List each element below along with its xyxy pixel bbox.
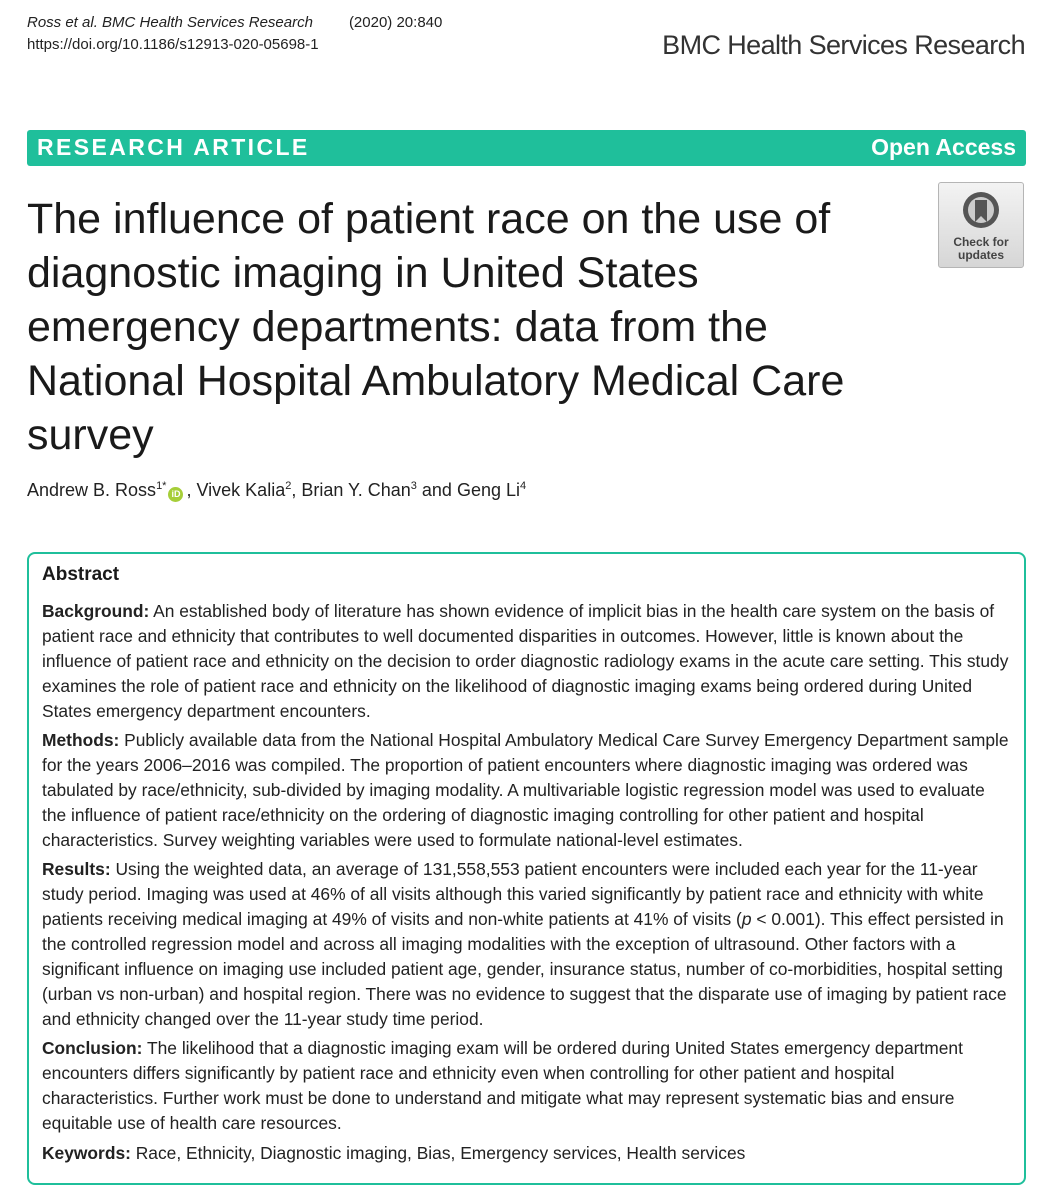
open-access-label: Open Access	[871, 134, 1016, 160]
orcid-icon[interactable]: iD	[168, 487, 183, 502]
author-affiliation: 2	[285, 480, 292, 492]
author-name[interactable]: Andrew B. Ross	[27, 480, 157, 500]
results-label: Results:	[42, 859, 111, 879]
author-list	[27, 480, 526, 502]
p-symbol: p	[741, 909, 752, 929]
bookmark-icon	[961, 190, 1001, 234]
keywords-text: Race, Ethnicity, Diagnostic imaging, Bias, Emergency services, Health services	[135, 1143, 746, 1163]
abstract-box	[27, 552, 1026, 1185]
abstract-keywords	[42, 1141, 1011, 1166]
background-label: Background:	[42, 601, 150, 621]
results-text-cont: < 0.001). This effect persisted in the controlled regression model and across all imaging modalities with the exception of ultrasound. Other factors with a significant influence on imaging use included patient age, gender, insurance status, number of co-morbidities, hospital setting (urban vs non-urban) and hospital region. There was no evidence to suggest that the disparate use of imaging by patient race and ethnicity changed over the 11-year study time period.	[42, 909, 1007, 1029]
author-name[interactable]: Brian Y. Chan	[301, 480, 411, 500]
article-title: The influence of patient race on the use of diagnostic imaging in United States emergency departments: data from the National Hospital Ambulatory Medical Care survey	[27, 195, 845, 459]
article-type: RESEARCH ARTICLE	[37, 134, 310, 160]
year-volume: (2020) 20:840	[348, 14, 443, 31]
methods-label: Methods:	[42, 730, 120, 750]
author-affiliation: 1*	[156, 480, 167, 492]
abstract-conclusion	[42, 1036, 1011, 1136]
conclusion-text: The likelihood that a diagnostic imaging exam will be ordered during United States emergency department encounters differs significantly by patient race and ethnicity even when controlling for other patient and hospital characteristics. Further work must be done to understand and mitigate what may represent systematic bias and ensure equitable use of health care resources.	[42, 1038, 963, 1133]
journal-name: BMC Health Services Research	[662, 30, 1025, 60]
conclusion-label: Conclusion:	[42, 1038, 143, 1058]
check-for-updates-button[interactable]	[938, 182, 1024, 268]
author-affiliation: 4	[519, 480, 527, 492]
article-banner	[27, 130, 1026, 166]
methods-text: Publicly available data from the National Hospital Ambulatory Medical Care Survey Emergency Department sample for the years 2006–2016 was compiled. The proportion of patient encounters where diagnostic imaging was ordered was tabulated by race/ethnicity, sub-divided by imaging modality. A multivariable logistic regression model was used to evaluate the influence of patient race/ethnicity on the ordering of diagnostic imaging controlling for other patient and hospital characteristics. Survey weighting variables were used to formulate national-level estimates.	[42, 730, 1009, 850]
citation-text: Ross et al. BMC Health Services Research	[27, 14, 313, 31]
abstract-background	[42, 599, 1011, 724]
author-name[interactable]: Geng Li	[456, 480, 520, 500]
author-affiliation: 3	[410, 480, 417, 492]
check-for-label: Check for	[953, 235, 1009, 249]
background-text: An established body of literature has shown evidence of implicit bias in the health care system on the basis of patient race and ethnicity that contributes to well documented disparities in outcomes. However, little is known about the influence of patient race and ethnicity on the decision to order diagnostic radiology exams in the acute care setting. This study examines the role of patient race and ethnicity on the likelihood of diagnostic imaging exams being ordered during United States emergency department encounters.	[42, 601, 1009, 721]
author-and: and	[416, 480, 457, 500]
abstract-heading: Abstract	[42, 564, 120, 585]
author-separator: ,	[291, 480, 302, 500]
doi-link[interactable]: https://doi.org/10.1186/s12913-020-05698-1	[27, 36, 319, 53]
results-text: Using the weighted data, an average of 131,558,553 patient encounters were included each year for the 11-year study period. Imaging was used at 46% of all visits although this varied significantly by patient race and ethnicity with white patients receiving medical imaging at 49% of visits and non-white patients at 41% of visits (	[42, 859, 984, 929]
running-header	[27, 12, 442, 56]
abstract-methods	[42, 728, 1011, 853]
author-separator: ,	[186, 480, 197, 500]
abstract-results	[42, 857, 1011, 1032]
updates-label: updates	[957, 248, 1004, 262]
keywords-label: Keywords:	[42, 1143, 131, 1163]
author-name[interactable]: Vivek Kalia	[196, 480, 286, 500]
